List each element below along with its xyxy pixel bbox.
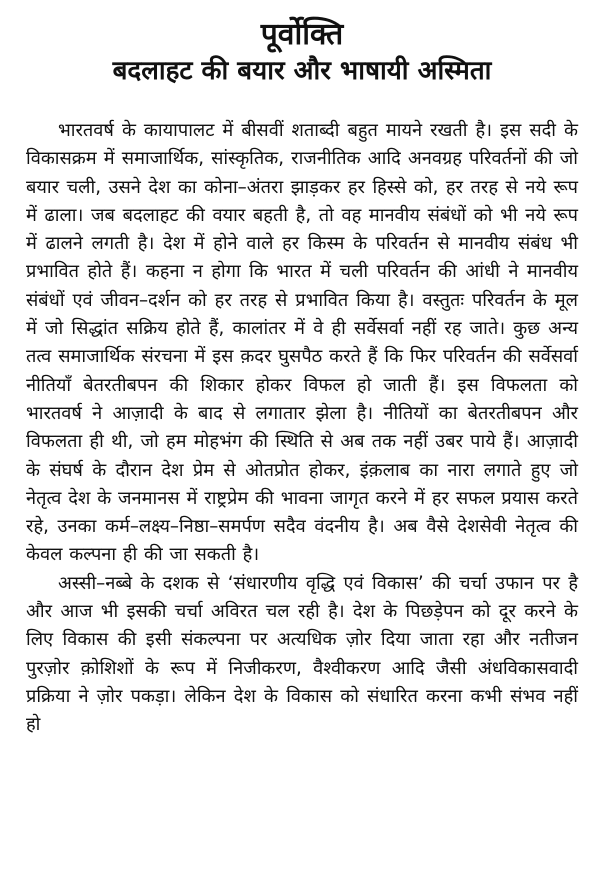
- document-title: पूर्वोक्ति: [260, 17, 344, 52]
- paragraph-1: भारतवर्ष के कायापालट में बीसवीं शताब्दी बहुत मायने रखती है। इस सदी के विकासक्रम में समाजार्थिक, सांस्कृतिक, राजनीतिक आदि अनवग्रह परिवर्तनों की जो बयार चली, उसने देश का कोना–अंतरा झाड़कर हर हिस्से को, हर तरह से नये रूप में ढाला। जब बदलाहट की वयार बहती है, तो वह मानवीय संबंधों को भी नये रूप में ढालने लगती है। देश में होने वाले हर किस्म के परिवर्तन से मानवीय संबंध भी प्रभावित होते हैं। कहना न होगा कि भारत में चली परिवर्तन की आंधी ने मानवीय संबंधों एवं जीवन–दर्शन को हर तरह से प्रभावित किया है। वस्तुतः परिवर्तन के मूल में जो सिद्धांत सक्रिय होते हैं, कालांतर में वे ही सर्वेसर्वा नहीं रह जाते। कुछ अन्य तत्व समाजार्थिक संरचना में इस क़दर घुसपैठ करते हैं कि फिर परिवर्तन की सर्वेसर्वा नीतियाँ बेतरतीबपन की शिकार होकर विफल हो जाती हैं। इस विफलता को भारतवर्ष ने आज़ादी के बाद से लगातार झेला है। नीतियों का बेतरतीबपन और विफलता ही थी, जो हम मोहभंग की स्थिति से अब तक नहीं उबर पाये हैं। आज़ादी के संघर्ष के दौरान देश प्रेम से ओतप्रोत होकर, इंक़लाब का नारा लगाते हुए जो नेतृत्व देश के जनमानस में राष्ट्रप्रेम की भावना जागृत करने में हर सफल प्रयास करते रहे, उनका कर्म–लक्ष्य–निष्ठा–समर्पण सदैव वंदनीय है। अब वैसे देशसेवी नेतृत्व की केवल कल्पना ही की जा सकती है।: [26, 120, 578, 566]
- document-subtitle: बदलाहट की बयार और भाषायी अस्मिता: [112, 55, 492, 86]
- document-header: [26, 18, 578, 87]
- paragraph-2: अस्सी–नब्बे के दशक से ‘संधारणीय वृद्धि एवं विकास’ की चर्चा उफान पर है और आज भी इसकी चर्चा अविरत चल रही है। देश के पिछड़ेपन को दूर करने के लिए विकास की इसी संकल्पना पर अत्यधिक ज़ोर दिया जाता रहा और नतीजन पुरज़ोर क़ोशिशों के रूप में निजीकरण, वैश्वीकरण आदि जैसी अंधविकासवादी प्रक्रिया ने ज़ोर पकड़ा। लेकिन देश के विकास को संधारित करना कभी संभव नहीं हो: [26, 572, 578, 736]
